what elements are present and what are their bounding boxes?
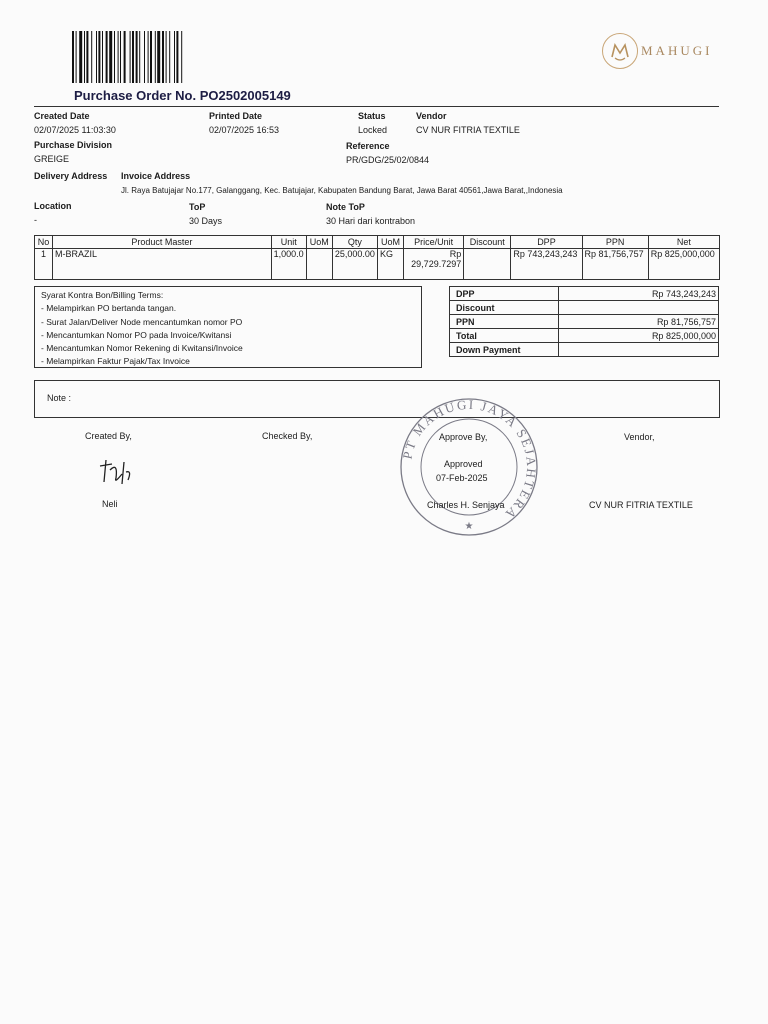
cell-dpp: Rp 743,243,243 <box>511 249 582 280</box>
col-header-net: Net <box>648 236 719 249</box>
note-top-value: 30 Hari dari kontrabon <box>326 216 416 226</box>
col-header-uom: UoM <box>306 236 332 249</box>
note-box <box>34 380 720 418</box>
vendor-value: CV NUR FITRIA TEXTILE <box>416 125 520 135</box>
items-table <box>34 235 720 280</box>
table-row <box>35 249 720 280</box>
page-title: Purchase Order No. PO2502005149 <box>74 88 291 103</box>
summary-row-ppn <box>450 315 719 329</box>
vendor-sign-label: Vendor, <box>624 432 655 442</box>
cell-price-currency: Rp <box>449 249 462 259</box>
logo-text: MAHUGI <box>641 43 713 58</box>
summary-row-down-payment <box>450 343 719 357</box>
billing-term-item: - Surat Jalan/Deliver Node mencantumkan nomor PO <box>41 316 243 327</box>
col-header-unit: Unit <box>271 236 306 249</box>
reference-label: Reference <box>346 141 390 151</box>
table-header-row <box>35 236 720 249</box>
cell-uom-2: KG <box>378 249 404 280</box>
summary-label: DPP <box>450 287 559 301</box>
summary-value: Rp 743,243,243 <box>559 287 719 301</box>
col-header-qty: Qty <box>332 236 377 249</box>
barcode <box>72 31 216 83</box>
summary-row-total <box>450 329 719 343</box>
cell-price <box>404 249 464 280</box>
top-label: ToP <box>189 202 206 212</box>
billing-term-item: - Melampirkan PO bertanda tangan. <box>41 303 177 314</box>
summary-label: Total <box>450 329 559 343</box>
printed-date-value: 02/07/2025 16:53 <box>209 125 280 135</box>
stamp-star-icon: ★ <box>464 521 474 532</box>
cell-uom <box>306 249 332 280</box>
billing-term-item: - Mencantumkan Nomor Rekening di Kwitansi/Invoice <box>41 343 243 354</box>
summary-value <box>559 301 719 315</box>
checked-by-label: Checked By, <box>262 431 313 441</box>
vendor-label: Vendor <box>416 111 447 121</box>
col-header-ppn: PPN <box>582 236 648 249</box>
summary-value: Rp 81,756,757 <box>559 315 719 329</box>
invoice-address-label: Invoice Address <box>121 171 191 181</box>
summary-table <box>449 286 719 357</box>
billing-term-item: - Melampirkan Faktur Pajak/Tax Invoice <box>41 356 190 367</box>
delivery-address-label: Delivery Address <box>34 171 108 181</box>
summary-value: Rp 825,000,000 <box>559 329 719 343</box>
col-header-uom-2: UoM <box>378 236 404 249</box>
col-header-discount: Discount <box>464 236 511 249</box>
cell-price-amount: 29,729.7297 <box>411 259 462 269</box>
purchase-division-label: Purchase Division <box>34 140 113 150</box>
cell-ppn: Rp 81,756,757 <box>582 249 648 280</box>
summary-label: Discount <box>450 301 559 315</box>
approved-date: 07-Feb-2025 <box>436 473 488 483</box>
col-header-product: Product Master <box>53 236 272 249</box>
cell-no: 1 <box>35 249 53 280</box>
top-value: 30 Days <box>189 216 223 226</box>
billing-term-item: - Mencantumkan Nomor PO pada Invoice/Kwitansi <box>41 329 232 340</box>
approve-by-label: Approve By, <box>439 432 488 442</box>
created-date-label: Created Date <box>34 111 90 121</box>
cell-qty: 25,000.00 <box>332 249 377 280</box>
note-top-label: Note ToP <box>326 202 365 212</box>
reference-value: PR/GDG/25/02/0844 <box>346 155 430 165</box>
summary-value <box>559 343 719 357</box>
status-value: Locked <box>358 125 388 135</box>
billing-terms-title: Syarat Kontra Bon/Billing Terms: <box>41 290 164 300</box>
approver-name: Charles H. Senjaya <box>427 500 505 510</box>
location-label: Location <box>34 201 72 211</box>
cell-discount <box>464 249 511 280</box>
status-label: Status <box>358 111 386 121</box>
cell-net: Rp 825,000,000 <box>648 249 719 280</box>
title-divider <box>34 106 719 107</box>
created-by-label: Created By, <box>85 431 132 441</box>
summary-label: PPN <box>450 315 559 329</box>
created-by-name: Neli <box>102 499 118 509</box>
invoice-address-value: Jl. Raya Batujajar No.177, Galanggang, Kec. Batujajar, Kabupaten Bandung Barat, Jawa Barat 40561,Jawa Barat,,Indonesia <box>121 186 563 195</box>
stamp-text: PT MAHUGI JAYA SEJAHTERA <box>399 397 540 523</box>
col-header-price: Price/Unit <box>404 236 464 249</box>
approved-status: Approved <box>444 459 483 469</box>
col-header-dpp: DPP <box>511 236 582 249</box>
mahugi-logo-icon <box>602 33 638 69</box>
billing-terms-box <box>34 286 422 368</box>
summary-row-discount <box>450 301 719 315</box>
purchase-division-value: GREIGE <box>34 154 70 164</box>
printed-date-label: Printed Date <box>209 111 263 121</box>
location-value: - <box>34 215 37 225</box>
signature-neli-icon <box>96 452 136 492</box>
cell-unit: 1,000.0 <box>271 249 306 280</box>
summary-row-dpp <box>450 287 719 301</box>
vendor-sign-name: CV NUR FITRIA TEXTILE <box>589 500 693 510</box>
summary-label: Down Payment <box>450 343 559 357</box>
created-date-value: 02/07/2025 11:03:30 <box>34 125 116 135</box>
col-header-no: No <box>35 236 53 249</box>
cell-product: M-BRAZIL <box>53 249 272 280</box>
note-label: Note : <box>47 393 72 403</box>
